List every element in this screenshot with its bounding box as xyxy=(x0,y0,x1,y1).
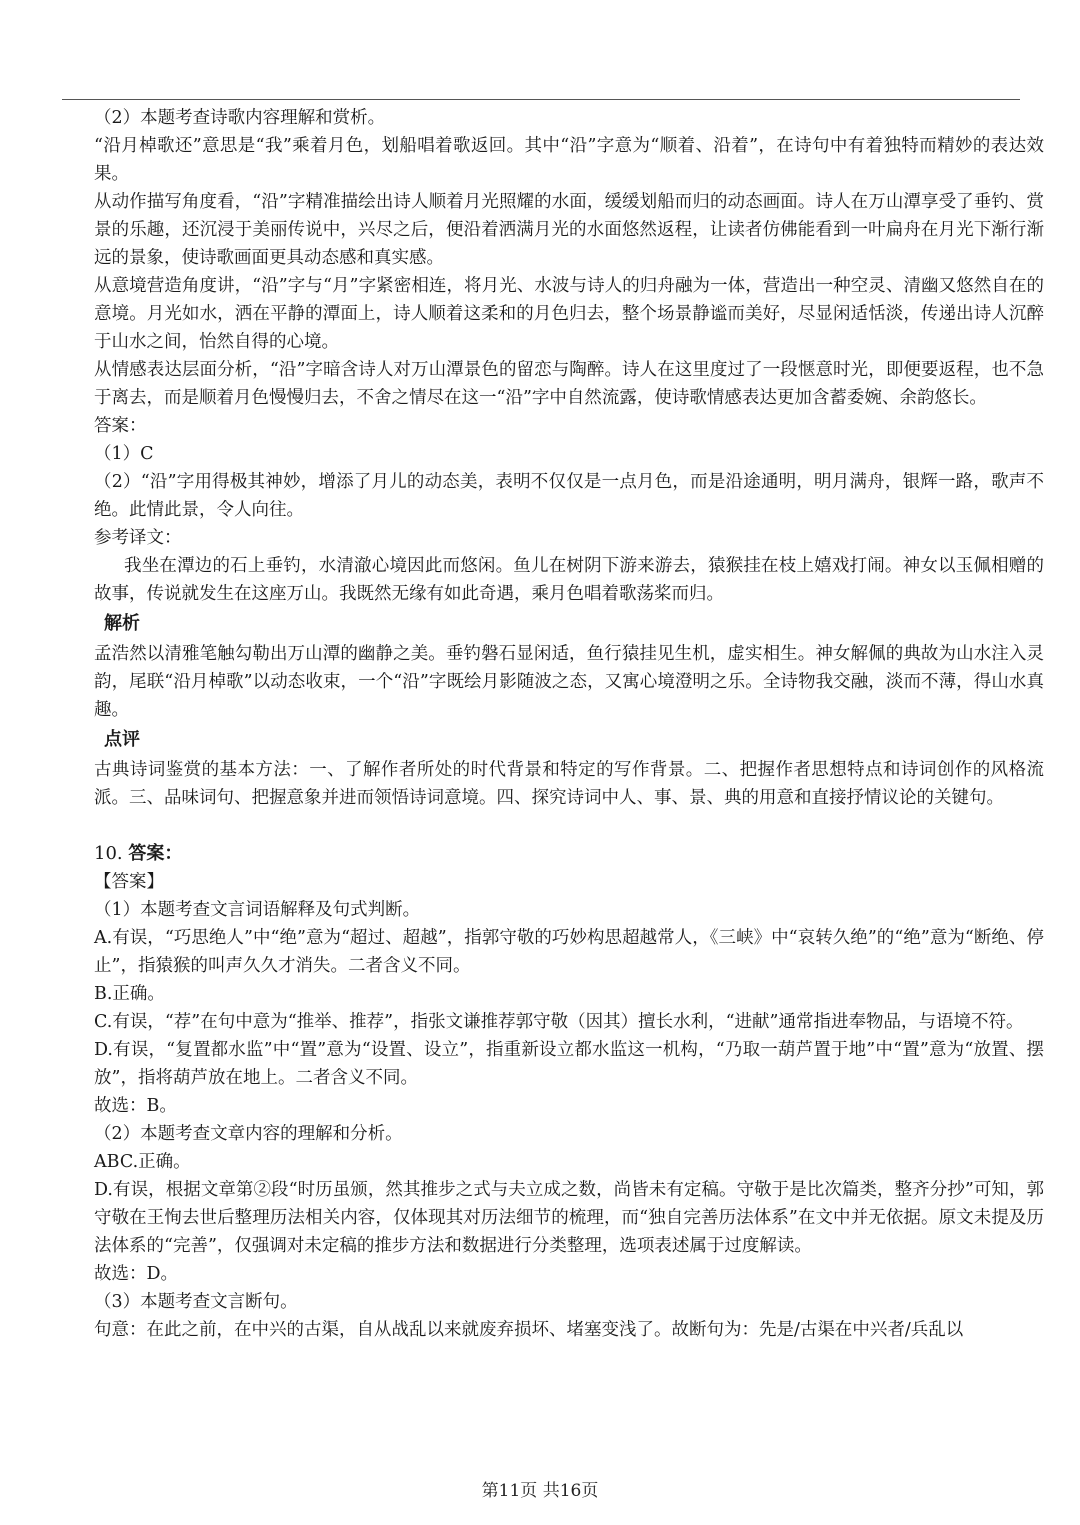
answer-1: （1）C xyxy=(94,444,154,464)
option-a: A.有误，“巧思绝人”中“绝”意为“超过、超越”，指郭守敬的巧妙构思超越常人，《三峡》中“哀转久绝”的“绝”意为“断绝、停止”，指猿猴的叫声久久才消失。二者含义不同。 xyxy=(94,928,1044,976)
review-text: 古典诗词鉴赏的基本方法：一、了解作者所处的时代背景和特定的写作背景。二、把握作者思想特点和诗词创作的风格流派。三、品味词句、把握意象并进而领悟诗词意境。四、探究诗词中人、事、景、典的用意和直接抒情议论的关键句。 xyxy=(94,760,1044,808)
paragraph: 句意：在此之前，在中兴的古渠，自从战乱以来就废弃损坏、堵塞变浅了。故断句为：先是/古渠在中兴者/兵乱以 xyxy=(94,1320,964,1340)
translation-text: 我坐在潭边的石上垂钓，水清澈心境因此而悠闲。鱼儿在树阴下游来游去，猿猴挂在枝上嬉戏打闹。神女以玉佩相赠的故事，传说就发生在这座万山。我既然无缘有如此奇遇，乘月色唱着歌荡桨而归。 xyxy=(94,556,1044,604)
option-abc: ABC.正确。 xyxy=(94,1152,191,1172)
page-body xyxy=(94,104,1044,1344)
analysis-text: 孟浩然以清雅笔触勾勒出万山潭的幽静之美。垂钓磐石显闲适，鱼行猿挂见生机，虚实相生。神女解佩的典故为山水注入灵韵，尾联“沿月棹歌”以动态收束，一个“沿”字既绘月影随波之态，又寓心境澄明之乐。全诗物我交融，淡而不薄，得山水真趣。 xyxy=(94,644,1044,720)
section-heading-dianping: 点评 xyxy=(104,729,140,750)
paragraph: （1）本题考查文言词语解释及句式判断。 xyxy=(94,900,421,920)
answer-2: （2）“沿”字用得极其神妙，增添了月儿的动态美，表明不仅仅是一点月色，而是沿途通明，明月满舟，银辉一路，歌声不绝。此情此景，令人向往。 xyxy=(94,472,1044,520)
choice-result: 故选：D。 xyxy=(94,1264,179,1284)
question-number: 10. xyxy=(94,843,123,864)
paragraph: “沿月棹歌还”意思是“我”乘着月色，划船唱着歌返回。其中“沿”字意为“顺着、沿着”，在诗句中有着独特而精妙的表达效果。 xyxy=(94,136,1044,184)
answer-label: 答案： xyxy=(94,416,147,436)
option-c: C.有误，“荐”在句中意为“推举、推荐”，指张文谦推荐郭守敬（因其）擅长水利，“进献”通常指进奉物品，与语境不符。 xyxy=(94,1012,1024,1032)
paragraph: （2）本题考查诗歌内容理解和赏析。 xyxy=(94,108,386,128)
option-d: D.有误，“复置都水监”中“置”意为“设置、设立”，指重新设立都水监这一机构，“乃取一葫芦置于地”中“置”意为“放置、摆放”，指将葫芦放在地上。二者含义不同。 xyxy=(94,1040,1044,1088)
question-answer-label: 答案： xyxy=(128,843,183,864)
header-rule xyxy=(62,99,1020,100)
answer-bracket-label: 【答案】 xyxy=(94,872,164,892)
option-b: B.正确。 xyxy=(94,984,165,1004)
paragraph: 从情感表达层面分析，“沿”字暗含诗人对万山潭景色的留恋与陶醉。诗人在这里度过了一段惬意时光，即便要返程，也不急于离去，而是顺着月色慢慢归去，不舍之情尽在这一“沿”字中自然流露，使诗歌情感表达更加含蓄委婉、余韵悠长。 xyxy=(94,360,1044,408)
page-footer: 第11页 共16页 xyxy=(481,1481,599,1501)
translation-label: 参考译文： xyxy=(94,528,182,548)
section-heading-jiexi: 解析 xyxy=(104,613,140,634)
question-10-heading xyxy=(94,840,1044,868)
paragraph: （3）本题考查文言断句。 xyxy=(94,1292,298,1312)
paragraph: 从动作描写角度看，“沿”字精准描绘出诗人顺着月光照耀的水面，缓缓划船而归的动态画面。诗人在万山潭享受了垂钓、赏景的乐趣，还沉浸于美丽传说中，兴尽之后，便沿着洒满月光的水面悠然返程，让读者仿佛能看到一叶扁舟在月光下渐行渐远的景象，使诗歌画面更具动态感和真实感。 xyxy=(94,192,1044,268)
paragraph: 从意境营造角度讲，“沿”字与“月”字紧密相连，将月光、水波与诗人的归舟融为一体，营造出一种空灵、清幽又悠然自在的意境。月光如水，洒在平静的潭面上，诗人顺着这柔和的月色归去，整个场景静谧而美好，尽显闲适恬淡，传递出诗人沉醉于山水之间，怡然自得的心境。 xyxy=(94,276,1044,352)
paragraph: （2）本题考查文章内容的理解和分析。 xyxy=(94,1124,403,1144)
option-d: D.有误，根据文章第②段“时历虽颁，然其推步之式与夫立成之数，尚皆未有定稿。守敬于是比次篇类，整齐分抄”可知，郭守敬在王恂去世后整理历法相关内容，仅体现其对历法细节的梳理，而“独自完善历法体系”在文中并无依据。原文未提及历法体系的“完善”，仅强调对未定稿的推步方法和数据进行分类整理，选项表述属于过度解读。 xyxy=(94,1180,1044,1256)
choice-result: 故选：B。 xyxy=(94,1096,177,1116)
